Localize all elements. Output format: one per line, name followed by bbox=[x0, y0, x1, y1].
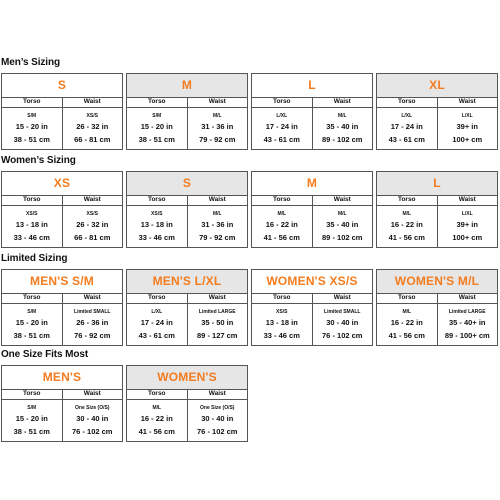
waist-range-in: 39+ in bbox=[456, 220, 478, 229]
waist-column bbox=[437, 195, 498, 247]
waist-column bbox=[437, 293, 498, 345]
size-columns bbox=[2, 195, 122, 247]
torso-range-in: 16 - 22 in bbox=[390, 318, 423, 327]
torso-column bbox=[127, 97, 187, 149]
waist-size-code: M/L bbox=[212, 211, 222, 217]
size-name: S bbox=[127, 172, 247, 196]
size-name: MEN'S L/XL bbox=[127, 270, 247, 294]
torso-header: Torso bbox=[2, 97, 62, 108]
size-name: L bbox=[252, 74, 372, 98]
waist-range-cm: 66 - 81 cm bbox=[74, 233, 111, 242]
waist-column bbox=[62, 97, 123, 149]
torso-column bbox=[377, 293, 437, 345]
torso-range-in: 15 - 20 in bbox=[15, 122, 48, 131]
waist-column bbox=[437, 97, 498, 149]
waist-size-code: L/XL bbox=[461, 211, 473, 217]
size-columns bbox=[252, 293, 372, 345]
torso-range-cm: 38 - 51 cm bbox=[13, 331, 50, 340]
torso-header: Torso bbox=[127, 195, 187, 206]
size-block bbox=[126, 73, 248, 150]
section-title: Limited Sizing bbox=[1, 253, 68, 264]
size-columns bbox=[2, 389, 122, 441]
torso-range-in: 15 - 20 in bbox=[140, 122, 173, 131]
size-grid bbox=[1, 269, 500, 346]
torso-column bbox=[377, 97, 437, 149]
size-block bbox=[1, 73, 123, 150]
size-block bbox=[1, 269, 123, 346]
size-grid bbox=[1, 171, 500, 248]
size-grid bbox=[1, 365, 251, 442]
torso-range-cm: 38 - 51 cm bbox=[13, 427, 50, 436]
torso-size-code: S/M bbox=[27, 405, 37, 411]
waist-range-in: 31 - 36 in bbox=[201, 220, 234, 229]
torso-range-cm: 43 - 61 cm bbox=[263, 135, 300, 144]
torso-range-in: 13 - 18 in bbox=[15, 220, 48, 229]
size-name: S bbox=[2, 74, 122, 98]
torso-range-cm: 33 - 46 cm bbox=[138, 233, 175, 242]
torso-size-code: L/XL bbox=[276, 113, 288, 119]
size-grid bbox=[1, 73, 500, 150]
size-block bbox=[376, 73, 498, 150]
size-name: MEN'S S/M bbox=[2, 270, 122, 294]
torso-range-cm: 41 - 56 cm bbox=[138, 427, 175, 436]
waist-range-cm: 100+ cm bbox=[452, 233, 483, 242]
torso-header: Torso bbox=[127, 389, 187, 400]
torso-range-cm: 43 - 61 cm bbox=[138, 331, 175, 340]
section-title: One Size Fits Most bbox=[1, 349, 89, 360]
waist-size-code: Limited LARGE bbox=[448, 309, 486, 315]
waist-range-in: 31 - 36 in bbox=[201, 122, 234, 131]
torso-size-code: M/L bbox=[402, 211, 412, 217]
size-name: M bbox=[252, 172, 372, 196]
waist-range-cm: 100+ cm bbox=[452, 135, 483, 144]
size-block bbox=[251, 269, 373, 346]
torso-column bbox=[2, 389, 62, 441]
waist-header: Waist bbox=[188, 195, 248, 206]
waist-column bbox=[312, 195, 373, 247]
size-name: MEN'S bbox=[2, 366, 122, 390]
torso-range-cm: 41 - 56 cm bbox=[388, 331, 425, 340]
torso-column bbox=[127, 389, 187, 441]
torso-range-in: 17 - 24 in bbox=[265, 122, 298, 131]
waist-range-cm: 66 - 81 cm bbox=[74, 135, 111, 144]
waist-column bbox=[312, 293, 373, 345]
size-columns bbox=[252, 97, 372, 149]
waist-range-in: 35 - 40+ in bbox=[449, 318, 486, 327]
waist-range-cm: 76 - 102 cm bbox=[72, 427, 113, 436]
size-name: XL bbox=[377, 74, 497, 98]
waist-size-code: M/L bbox=[212, 113, 222, 119]
waist-size-code: Limited SMALL bbox=[324, 309, 361, 315]
torso-column bbox=[377, 195, 437, 247]
torso-size-code: L/XL bbox=[401, 113, 413, 119]
waist-size-code: M/L bbox=[337, 113, 347, 119]
torso-range-cm: 38 - 51 cm bbox=[13, 135, 50, 144]
waist-size-code: Limited LARGE bbox=[198, 309, 236, 315]
torso-range-in: 16 - 22 in bbox=[140, 414, 173, 423]
size-columns bbox=[127, 389, 247, 441]
size-name: M bbox=[127, 74, 247, 98]
size-block bbox=[376, 269, 498, 346]
waist-header: Waist bbox=[313, 97, 373, 108]
waist-range-in: 35 - 40 in bbox=[326, 220, 359, 229]
torso-header: Torso bbox=[377, 195, 437, 206]
waist-range-cm: 89 - 102 cm bbox=[322, 135, 363, 144]
torso-column bbox=[2, 195, 62, 247]
size-columns bbox=[252, 195, 372, 247]
torso-column bbox=[252, 293, 312, 345]
waist-size-code: XS/S bbox=[86, 211, 98, 217]
waist-header: Waist bbox=[438, 97, 498, 108]
section-title: Women’s Sizing bbox=[1, 155, 76, 166]
torso-range-cm: 33 - 46 cm bbox=[13, 233, 50, 242]
waist-column bbox=[187, 97, 248, 149]
waist-header: Waist bbox=[188, 389, 248, 400]
waist-range-cm: 89 - 127 cm bbox=[197, 331, 238, 340]
waist-header: Waist bbox=[438, 293, 498, 304]
torso-size-code: XS/S bbox=[151, 211, 163, 217]
waist-range-cm: 89 - 102 cm bbox=[322, 233, 363, 242]
waist-range-in: 30 - 40 in bbox=[76, 414, 109, 423]
torso-column bbox=[2, 293, 62, 345]
torso-column bbox=[252, 195, 312, 247]
torso-header: Torso bbox=[127, 293, 187, 304]
torso-column bbox=[127, 195, 187, 247]
waist-range-in: 30 - 40 in bbox=[201, 414, 234, 423]
torso-size-code: S/M bbox=[27, 113, 37, 119]
torso-range-in: 15 - 20 in bbox=[15, 414, 48, 423]
torso-size-code: M/L bbox=[277, 211, 287, 217]
size-columns bbox=[377, 293, 497, 345]
torso-column bbox=[127, 293, 187, 345]
waist-header: Waist bbox=[63, 195, 123, 206]
waist-range-cm: 76 - 102 cm bbox=[322, 331, 363, 340]
torso-header: Torso bbox=[2, 389, 62, 400]
waist-size-code: L/XL bbox=[461, 113, 473, 119]
torso-range-cm: 41 - 56 cm bbox=[263, 233, 300, 242]
torso-column bbox=[2, 97, 62, 149]
torso-header: Torso bbox=[252, 293, 312, 304]
waist-range-cm: 79 - 92 cm bbox=[199, 135, 236, 144]
torso-size-code: M/L bbox=[402, 309, 412, 315]
waist-header: Waist bbox=[313, 293, 373, 304]
size-name: WOMEN'S XS/S bbox=[252, 270, 372, 294]
torso-size-code: L/XL bbox=[151, 309, 163, 315]
torso-range-in: 13 - 18 in bbox=[265, 318, 298, 327]
size-name: XS bbox=[2, 172, 122, 196]
size-block bbox=[251, 171, 373, 248]
waist-header: Waist bbox=[188, 97, 248, 108]
size-block bbox=[1, 171, 123, 248]
size-name: L bbox=[377, 172, 497, 196]
size-name: WOMEN'S bbox=[127, 366, 247, 390]
waist-range-in: 26 - 32 in bbox=[76, 220, 109, 229]
waist-header: Waist bbox=[313, 195, 373, 206]
waist-header: Waist bbox=[63, 97, 123, 108]
waist-range-cm: 76 - 92 cm bbox=[74, 331, 111, 340]
waist-column bbox=[62, 389, 123, 441]
waist-range-in: 26 - 36 in bbox=[76, 318, 109, 327]
size-block bbox=[126, 269, 248, 346]
waist-column bbox=[187, 195, 248, 247]
torso-header: Torso bbox=[2, 293, 62, 304]
torso-range-in: 17 - 24 in bbox=[140, 318, 173, 327]
waist-column bbox=[62, 195, 123, 247]
waist-range-cm: 79 - 92 cm bbox=[199, 233, 236, 242]
size-columns bbox=[127, 293, 247, 345]
torso-range-in: 15 - 20 in bbox=[15, 318, 48, 327]
size-columns bbox=[2, 293, 122, 345]
torso-range-in: 13 - 18 in bbox=[140, 220, 173, 229]
size-block bbox=[1, 365, 123, 442]
torso-header: Torso bbox=[2, 195, 62, 206]
torso-header: Torso bbox=[377, 97, 437, 108]
size-name: WOMEN'S M/L bbox=[377, 270, 497, 294]
size-columns bbox=[2, 97, 122, 149]
size-block bbox=[126, 365, 248, 442]
waist-header: Waist bbox=[63, 293, 123, 304]
waist-range-in: 39+ in bbox=[456, 122, 478, 131]
waist-size-code: M/L bbox=[337, 211, 347, 217]
waist-range-cm: 76 - 102 cm bbox=[197, 427, 238, 436]
size-columns bbox=[377, 97, 497, 149]
torso-range-cm: 33 - 46 cm bbox=[263, 331, 300, 340]
size-block bbox=[376, 171, 498, 248]
waist-range-in: 35 - 50 in bbox=[201, 318, 234, 327]
torso-range-cm: 38 - 51 cm bbox=[138, 135, 175, 144]
torso-range-in: 16 - 22 in bbox=[390, 220, 423, 229]
torso-header: Torso bbox=[127, 97, 187, 108]
waist-column bbox=[187, 293, 248, 345]
section-title: Men’s Sizing bbox=[1, 57, 60, 68]
waist-header: Waist bbox=[63, 389, 123, 400]
torso-size-code: M/L bbox=[152, 405, 162, 411]
size-block bbox=[251, 73, 373, 150]
waist-size-code: Limited SMALL bbox=[74, 309, 111, 315]
torso-range-in: 16 - 22 in bbox=[265, 220, 298, 229]
waist-column bbox=[187, 389, 248, 441]
waist-column bbox=[312, 97, 373, 149]
torso-header: Torso bbox=[377, 293, 437, 304]
torso-header: Torso bbox=[252, 97, 312, 108]
waist-header: Waist bbox=[438, 195, 498, 206]
size-columns bbox=[377, 195, 497, 247]
waist-header: Waist bbox=[188, 293, 248, 304]
torso-size-code: S/M bbox=[27, 309, 37, 315]
torso-header: Torso bbox=[252, 195, 312, 206]
size-columns bbox=[127, 97, 247, 149]
waist-range-cm: 89 - 100+ cm bbox=[444, 331, 490, 340]
size-columns bbox=[127, 195, 247, 247]
waist-size-code: XS/S bbox=[86, 113, 98, 119]
waist-range-in: 35 - 40 in bbox=[326, 122, 359, 131]
torso-column bbox=[252, 97, 312, 149]
waist-range-in: 26 - 32 in bbox=[76, 122, 109, 131]
torso-size-code: S/M bbox=[152, 113, 162, 119]
torso-range-cm: 43 - 61 cm bbox=[388, 135, 425, 144]
waist-column bbox=[62, 293, 123, 345]
waist-size-code: One Size (O/S) bbox=[75, 405, 110, 411]
torso-size-code: XS/S bbox=[26, 211, 38, 217]
size-block bbox=[126, 171, 248, 248]
torso-size-code: XS/S bbox=[276, 309, 288, 315]
torso-range-in: 17 - 24 in bbox=[390, 122, 423, 131]
waist-size-code: One Size (O/S) bbox=[200, 405, 235, 411]
torso-range-cm: 41 - 56 cm bbox=[388, 233, 425, 242]
waist-range-in: 30 - 40 in bbox=[326, 318, 359, 327]
